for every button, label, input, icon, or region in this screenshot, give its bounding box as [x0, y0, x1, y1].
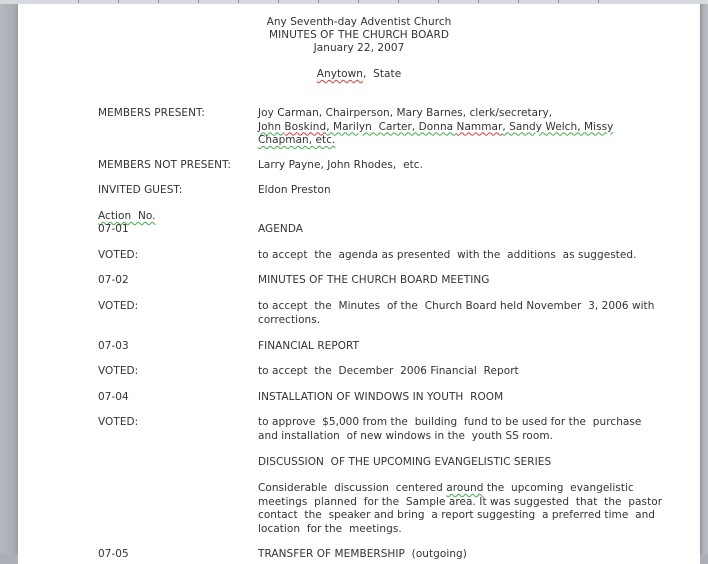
voted-text-line: and installation of new windows in the youth SS room. [258, 429, 554, 442]
voted-text-line: to accept the Minutes of the Church Board held November 3, 2006 with [258, 300, 655, 312]
action-title: MINUTES OF THE CHURCH BOARD MEETING [258, 274, 490, 286]
invited-guest-value [258, 184, 618, 198]
ruler-tick [118, 0, 119, 3]
voted-label: VOTED: [98, 365, 139, 377]
action-number: 07-04 [98, 391, 129, 403]
discussion-title: DISCUSSION OF THE UPCOMING EVANGELISTIC SERIES [258, 456, 552, 468]
voted-text-line: to accept the December 2006 Financial Report [258, 365, 519, 377]
action-title: AGENDA [258, 223, 304, 235]
members-not-present-text: Larry Payne, John Rhodes, etc. [258, 159, 423, 171]
text-span: , Marilyn Carter, Donna [326, 120, 457, 133]
text-span: Considerable discussion centered [258, 482, 447, 494]
members-not-present-label: MEMBERS NOT PRESENT: [98, 159, 231, 171]
document-page[interactable] [18, 4, 700, 564]
voted-text-line: to approve $5,000 from the building fund to be used for the purchase [258, 416, 642, 428]
voted-label: VOTED: [98, 300, 139, 312]
discussion-line: location for the meetings. [258, 522, 402, 535]
members-present-label: MEMBERS PRESENT: [98, 107, 205, 119]
ruler-tick [198, 0, 199, 3]
members-present-line-1: Joy Carman, Chairperson, Mary Barnes, clerk/secretary, [258, 107, 553, 119]
action-number: 07-02 [98, 274, 129, 286]
left-workspace-margin [0, 4, 18, 554]
church-name: Any Seventh-day Adventist Church [266, 16, 452, 28]
action-title: INSTALLATION OF WINDOWS IN YOUTH ROOM [258, 391, 504, 403]
voted-text-line: to accept the agenda as presented with the additions as suggested. [258, 249, 637, 261]
action-number: 07-03 [98, 340, 129, 352]
discussion-line [258, 482, 634, 496]
right-workspace-margin [700, 4, 708, 554]
ruler-tick [158, 0, 159, 3]
members-present-value [258, 107, 618, 148]
ruler-tick [398, 0, 399, 3]
ruler-tick [558, 0, 559, 3]
ruler-tick [598, 0, 599, 3]
action-number-header: Action No. [98, 210, 156, 222]
action-title: FINANCIAL REPORT [258, 340, 360, 352]
action-title: TRANSFER OF MEMBERSHIP (outgoing) [258, 548, 467, 560]
ruler-tick [438, 0, 439, 3]
text-span: , Sandy Welch, Missy [502, 120, 614, 133]
members-present-line-2 [258, 121, 618, 135]
meeting-date: January 22, 2007 [313, 42, 405, 54]
location-separator: , [362, 68, 374, 80]
text-span: the upcoming evangelistic [483, 482, 634, 494]
discussion-line: meetings planned for the Sample area. It was suggested that the pastor [258, 495, 663, 508]
meeting-location [18, 68, 700, 81]
action-number: 07-05 [98, 548, 129, 560]
ruler-tick [78, 0, 79, 3]
voted-label: VOTED: [98, 249, 139, 261]
location-state: State [373, 68, 402, 80]
action-number: 07-01 [98, 223, 129, 235]
ruler-tick [278, 0, 279, 3]
members-present-line-3: Chapman, etc. [258, 134, 336, 146]
ruler-tick [358, 0, 359, 3]
voted-label: VOTED: [98, 416, 139, 428]
members-not-present-value [258, 159, 618, 173]
ruler-tick [518, 0, 519, 3]
grammar-flagged-word: around [446, 482, 484, 494]
voted-text-line: corrections. [258, 313, 321, 326]
misspelled-word: Boskind [284, 120, 327, 133]
ruler-tick [478, 0, 479, 3]
invited-guest-label: INVITED GUEST: [98, 184, 183, 196]
invited-guest-text: Eldon Preston [258, 184, 331, 196]
discussion-line: contact the speaker and bring a report suggesting a preferred time and [258, 509, 656, 521]
misspelled-word: Nammar [456, 120, 503, 133]
document-title: MINUTES OF THE CHURCH BOARD [269, 29, 449, 41]
ruler-tick [318, 0, 319, 3]
location-city: Anytown [316, 68, 363, 80]
ruler-tick [238, 0, 239, 3]
text-span: John [258, 120, 285, 133]
